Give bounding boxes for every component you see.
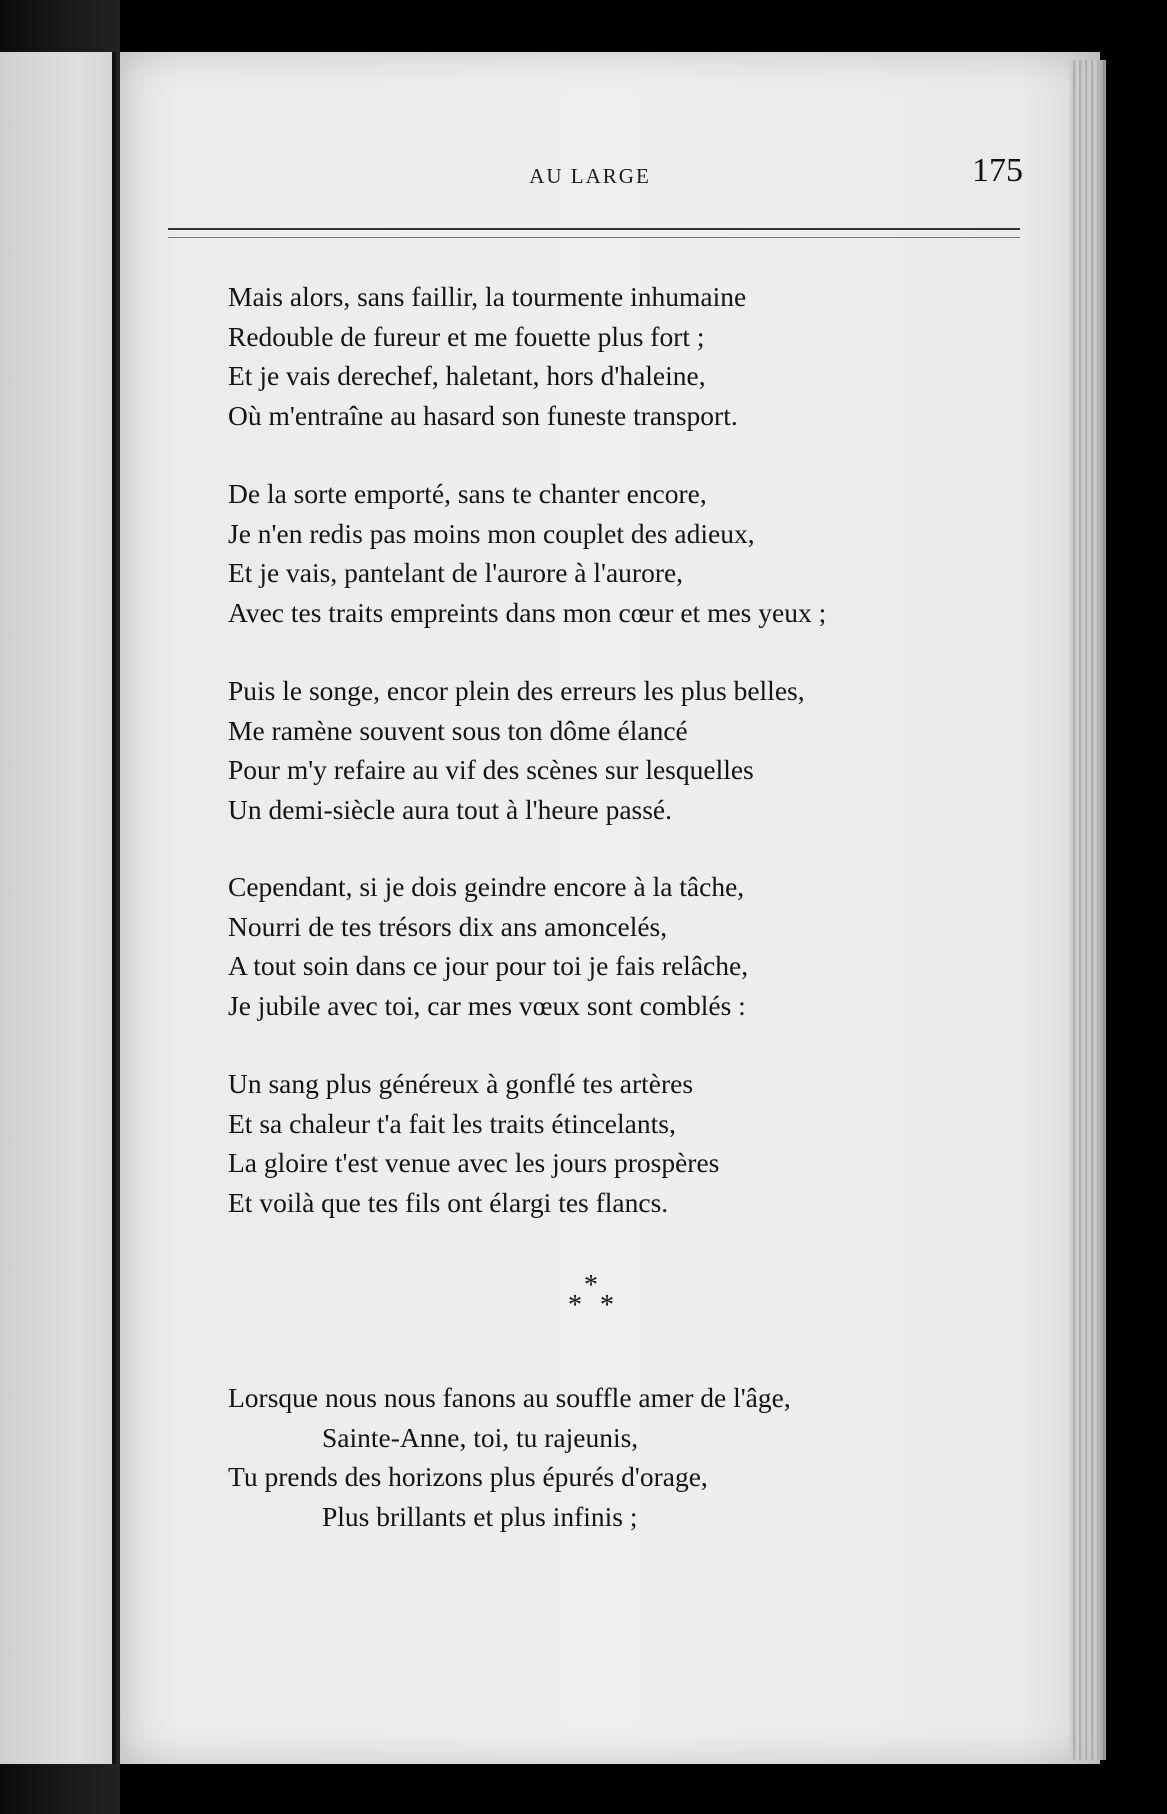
verse-line: Cependant, si je dois geindre encore à la tâche, (228, 871, 745, 902)
verse-line: Je n'en redis pas moins mon couplet des adieux, (228, 517, 755, 549)
verse-line: Lorsque nous nous fanons au souffle amer de l'âge, (228, 1382, 791, 1413)
verse-line-indented: Plus brillants et plus infinis ; (322, 1500, 638, 1532)
verse-line: Et je vais, pantelant de l'aurore à l'aurore, (228, 557, 684, 588)
stanza-1 (228, 277, 1028, 435)
verse-line: Tu prends des horizons plus épurés d'orage, (228, 1461, 708, 1492)
verse-line: Mais alors, sans faillir, la tourmente inhumaine (228, 281, 747, 312)
verse-line: Où m'entraîne au hasard son funeste transport. (228, 399, 738, 431)
stanza-4 (228, 867, 1028, 1025)
verse-line: Un sang plus généreux à gonflé tes artères (228, 1068, 694, 1099)
verse-line: Redouble de fureur et me fouette plus fort ; (228, 320, 705, 352)
verse-line: A tout soin dans ce jour pour toi je fais relâche, (228, 950, 749, 981)
verse-line: Un demi-siècle aura tout à l'heure passé. (228, 793, 673, 825)
stanza-3 (228, 671, 1028, 829)
verse-line: Me ramène souvent sous ton dôme élancé (228, 714, 688, 746)
asterisk-right: * (600, 1290, 614, 1321)
verse-line: La gloire t'est venue avec les jours prospères (228, 1147, 720, 1178)
verse-line: Nourri de tes trésors dix ans amoncelés, (228, 910, 668, 942)
page-header (120, 152, 1100, 204)
verse-line: Pour m'y refaire au vif des scènes sur lesquelles (228, 754, 754, 785)
stanza-5 (228, 1064, 1028, 1222)
verse-line-indented: Sainte-Anne, toi, tu rajeunis, (322, 1421, 639, 1453)
verse-line: Avec tes traits empreints dans mon cœur et mes yeux ; (228, 596, 827, 628)
stanza-2 (228, 474, 1028, 632)
asterism-divider (540, 1270, 640, 1330)
running-head: AU LARGE (529, 164, 651, 188)
facing-page-edge (0, 52, 116, 1764)
stanza-6 (228, 1378, 1028, 1536)
verse-line: Et sa chaleur t'a fait les traits étincelants, (228, 1107, 676, 1139)
verse-line: Et voilà que tes fils ont élargi tes flancs. (228, 1186, 669, 1218)
asterisk-left: * (568, 1290, 582, 1321)
header-rule (168, 228, 1020, 238)
page-number: 175 (972, 152, 1023, 189)
verse-line: Je jubile avec toi, car mes vœux sont comblés : (228, 989, 746, 1021)
verse-line: De la sorte emporté, sans te chanter encore, (228, 478, 707, 509)
asterisk-top: * (584, 1270, 598, 1301)
page-stack-edge (1070, 60, 1106, 1760)
verse-line: Et je vais derechef, haletant, hors d'haleine, (228, 360, 706, 391)
verse-line: Puis le songe, encor plein des erreurs les plus belles, (228, 675, 805, 706)
